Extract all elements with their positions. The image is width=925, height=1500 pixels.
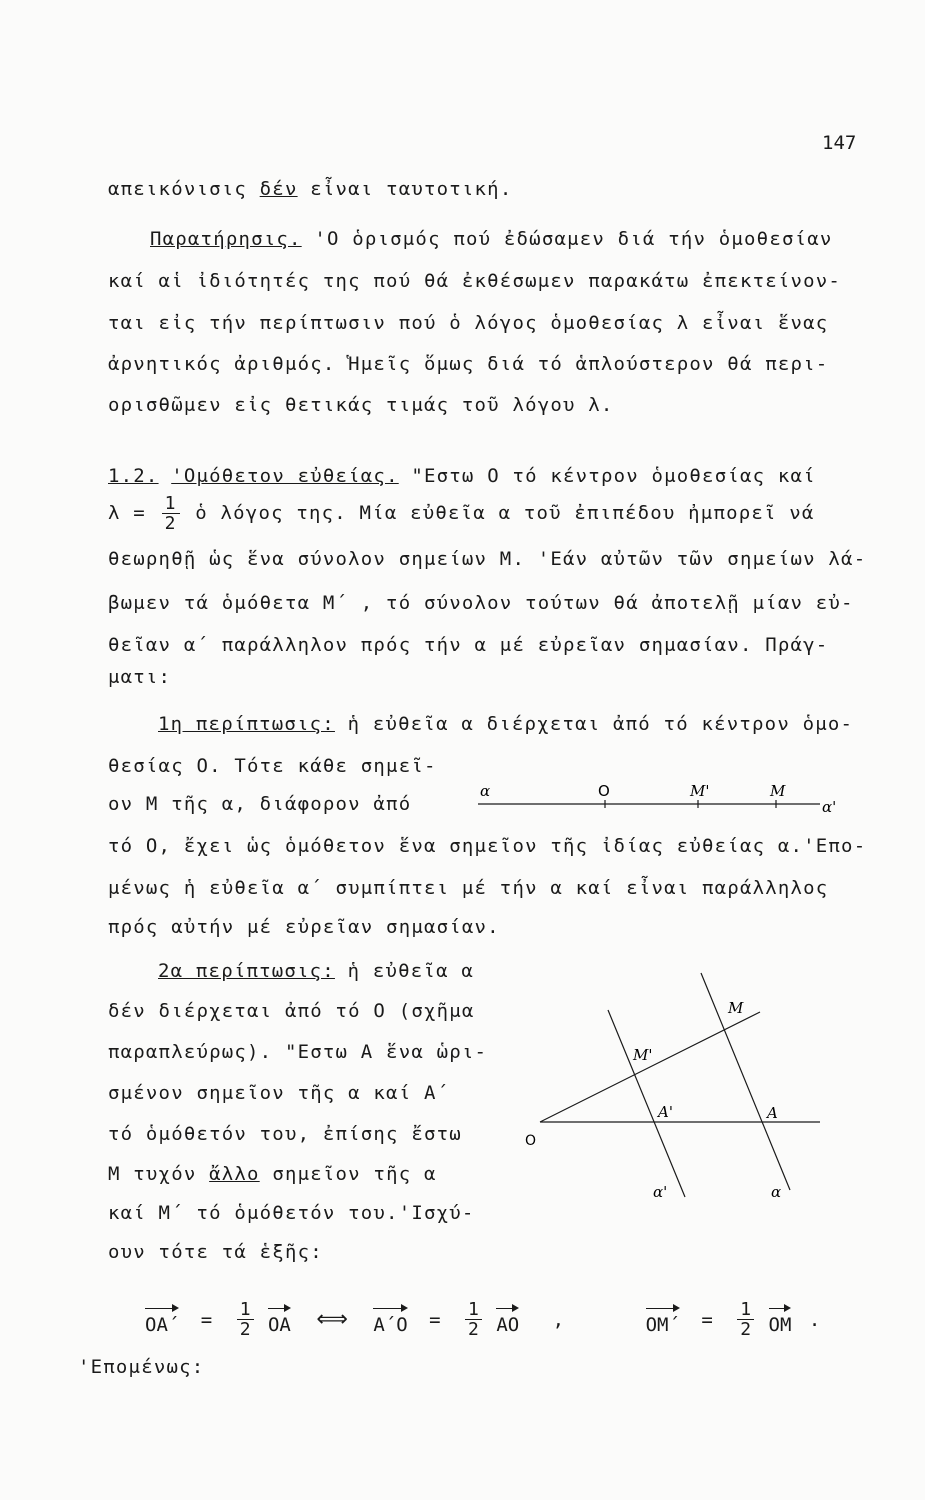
text-line: ον Μ τῆς α, διάφορον ἀπό <box>108 793 412 815</box>
text: ὁ λόγος της. Μία εὐθεῖα α τοῦ ἐπιπέδου ἠμπορεῖ νά <box>195 502 815 524</box>
fraction-numerator: 1 <box>237 1300 254 1320</box>
text: απεικόνισις <box>108 178 248 200</box>
text: σημεῖον τῆς α <box>272 1163 437 1185</box>
text-line <box>158 713 853 735</box>
text-line: πρός αὐτήν μέ εὐρεῖαν σημασίαν. <box>108 916 500 938</box>
text-line: παραπλεύρως). "Εστω Α ἕνα ὡρι- <box>108 1041 488 1063</box>
text: 'Ο ὁρισμός πού ἐδώσαμεν διά τήν ὁμοθεσίαν <box>314 228 833 250</box>
text-line <box>108 178 512 200</box>
emphasis-text: δέν <box>259 178 298 200</box>
fraction-numerator: 1 <box>737 1300 754 1320</box>
fraction-denominator: 2 <box>239 1319 251 1340</box>
text-line: μένως ἡ εὐθεῖα α΄ συμπίπτει μέ τήν α καί εἶναι παράλληλος <box>108 877 829 899</box>
fraction-half <box>465 1300 482 1339</box>
comma: , <box>552 1308 565 1331</box>
label-o: O <box>598 782 610 800</box>
text-line: δέν διέρχεται ἀπό τό O (σχῆμα <box>108 1000 475 1022</box>
text-line <box>108 494 815 533</box>
text-line: τό O, ἔχει ὡς ὁμόθετον ἕνα σημεῖον τῆς ἰδίας εὐθείας α.'Επο- <box>108 835 867 857</box>
text-line: θεωρηθῇ ὡς ἕνα σύνολον σημείων Μ. 'Εάν αὐτῶν τῶν σημείων λά- <box>108 548 867 570</box>
vector-om: OM <box>769 1304 792 1336</box>
page-number: 147 <box>822 132 857 154</box>
section-title: 'Ομόθετον εὐθείας. <box>171 465 399 487</box>
text-line: θεσίας O. Τότε κάθε σημεῖ- <box>108 755 437 777</box>
equivalence-arrow: ⟺ <box>316 1307 348 1332</box>
remark-title: Παρατήρησις. <box>150 228 302 250</box>
text-line: 'Επομένως: <box>78 1356 205 1378</box>
label-mp: Μ' <box>633 1046 653 1064</box>
fraction-half <box>737 1300 754 1339</box>
line-alpha-prime <box>608 1010 685 1197</box>
text-line <box>158 960 474 982</box>
emphasis-text: ἄλλο <box>209 1163 260 1185</box>
text-line: ματι: <box>108 666 172 688</box>
equals: = <box>200 1308 213 1331</box>
period: . <box>808 1308 821 1331</box>
text-line: καί Μ΄ τό ὁμόθετόν του.'Ισχύ- <box>108 1202 475 1224</box>
label-ap: α' <box>822 798 837 816</box>
text-line <box>108 1163 437 1185</box>
section-number: 1.2. <box>108 465 159 487</box>
label-a: α <box>480 782 491 800</box>
text-line: ἀρνητικός ἀριθμός. Ἡμεῖς ὅμως διά τό ἁπλούστερον θά περι- <box>108 353 829 375</box>
text-line: τό ὁμόθετόν του, ἐπίσης ἔστω <box>108 1123 462 1145</box>
label-o: O <box>525 1133 537 1149</box>
label-m: Μ <box>728 999 744 1017</box>
fraction-denominator: 2 <box>164 513 177 534</box>
case-title: 2α περίπτωσις: <box>158 960 335 982</box>
text-line: ορισθῶμεν εἰς θετικάς τιμάς τοῦ λόγου λ. <box>108 394 614 416</box>
fraction <box>162 494 180 533</box>
text-line: ται εἰς τήν περίπτωσιν πού ὁ λόγος ὁμοθεσίας λ εἶναι ἕνας <box>108 312 829 334</box>
equation-row <box>145 1300 820 1339</box>
fraction-half <box>237 1300 254 1339</box>
label-alpha: α <box>771 1183 782 1201</box>
label-alpha-prime: α' <box>653 1183 668 1201</box>
text-line: ουν τότε τά ἑξῆς: <box>108 1241 323 1263</box>
text-line <box>108 465 816 487</box>
text: εἶναι ταυτοτική. <box>310 178 513 200</box>
label-a: Α <box>767 1104 778 1122</box>
equals: = <box>701 1308 713 1331</box>
vector-oap: OA΄ <box>145 1304 179 1336</box>
text: ἡ εὐθεῖα α <box>347 960 474 982</box>
text: "Εστω O τό κέντρον ὁμοθεσίας καί <box>411 465 816 487</box>
text-line <box>150 228 833 250</box>
text: ἡ εὐθεῖα α διέρχεται ἀπό τό κέντρον ὁμο- <box>347 713 854 735</box>
ray-om <box>540 1012 760 1122</box>
vector-ao: AO <box>496 1304 519 1336</box>
text-line: σμένον σημεῖον τῆς α καί Α΄ <box>108 1082 450 1104</box>
text-line: βωμεν τά ὁμόθετα Μ΄ , τό σύνολον τούτων θά ἀποτελῇ μίαν εὐ- <box>108 592 854 614</box>
lambda-definition: λ = <box>108 502 146 524</box>
fraction-denominator: 2 <box>740 1319 752 1340</box>
fraction-numerator: 1 <box>465 1300 482 1320</box>
label-ap: Α' <box>658 1103 673 1121</box>
vector-oa: OA <box>268 1304 291 1336</box>
text-line: καί αἱ ἰδιότητές της πού θά ἐκθέσωμεν παρακάτω ἐπεκτείνον- <box>108 270 842 292</box>
label-mp: Μ' <box>690 782 710 800</box>
equals: = <box>429 1308 441 1331</box>
label-m: Μ <box>770 782 786 800</box>
figure-homothety <box>515 965 855 1205</box>
vector-apo: A΄O <box>373 1304 407 1336</box>
case-title: 1η περίπτωσις: <box>158 713 335 735</box>
figure-collinear <box>470 780 850 825</box>
fraction-denominator: 2 <box>468 1319 479 1340</box>
text-line: θεῖαν α΄ παράλληλον πρός τήν α μέ εὐρεῖαν σημασίαν. Πράγ- <box>108 634 829 656</box>
text: Μ τυχόν <box>108 1163 197 1185</box>
line-alpha <box>701 973 790 1190</box>
fraction-numerator: 1 <box>162 494 180 514</box>
vector-omp: OM΄ <box>646 1304 680 1336</box>
